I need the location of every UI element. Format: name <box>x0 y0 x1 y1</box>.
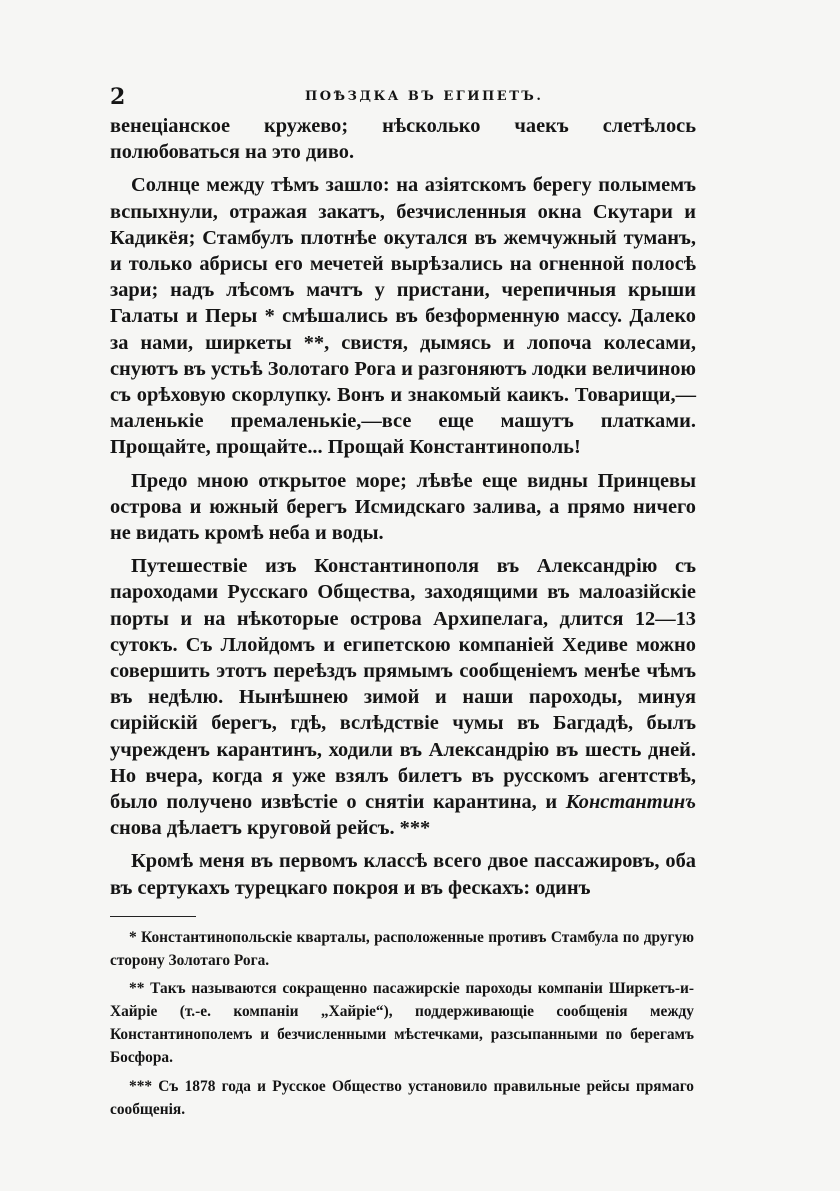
ship-name: Константинъ <box>565 791 696 814</box>
footnote: *** Съ 1878 года и Русское Общество установило правильные рейсы прямаго сообщенія. <box>110 1077 694 1118</box>
main-text <box>110 113 696 908</box>
footnote-divider <box>110 916 196 917</box>
paragraph: Солнце между тѣмъ зашло: на азіятскомъ берегу полымемъ вспыхнули, отражая закатъ, безчисленныя окна Скутари и Кадикёя; Стамбулъ плотнѣе окутался въ жемчужный туманъ, и только абрисы его мечетей вырѣзались на огненной полосѣ зари; надъ лѣсомъ мачтъ у пристани, черепичныя крыши Галаты и Перы * смѣшались въ безформенную массу. Далеко за нами, ширкеты **, свистя, дымясь и лопоча колесами, снуютъ въ устьѣ Золотаго Рога и разгоняютъ лодки величиною съ орѣховую скорлупку. Вонъ и знакомый каикъ. Товарищи,—маленькіе премаленькіе,—все еще машутъ платками. Прощайте, прощайте... Прощай Константинополь! <box>110 174 696 459</box>
footnote: * Константинопольскіе кварталы, расположенные противъ Стамбула по другую сторону Золотаго Рога. <box>110 929 694 970</box>
footnotes <box>110 926 694 1126</box>
footnote: ** Такъ называются сокращенно пасажирскіе пароходы компаніи Ширкетъ-и-Хайріе (т.-е. компаніи „Хайріе“), поддерживающіе сообщенія между Константинополемъ и безчисленными мѣстечками, разсыпанными по берегамъ Босфора. <box>110 980 694 1067</box>
page-header <box>110 84 696 110</box>
paragraph: Предо мною открытое море; лѣвѣе еще видны Принцевы острова и южный берегъ Исмидскаго залива, а прямо ничего не видать кромѣ неба и воды. <box>110 469 696 545</box>
paragraph-text: Путешествіе изъ Константинополя въ Александрію съ пароходами Русскаго Общества, заходящими въ малоазійскіе порты и на нѣкоторые острова Архипелага, длится 12—13 сутокъ. Съ Ллойдомъ и египетскою компаніей Хедиве можно совершить этотъ переѣздъ прямымъ сообщеніемъ менѣе чѣмъ въ недѣлю. Нынѣшнею зимой и наши пароходы, минуя сирійскій берегъ, гдѣ, вслѣдствіе чумы въ Багдадѣ, былъ учрежденъ карантинъ, ходили въ Александрію въ шесть дней. Но вчера, когда я уже взялъ билетъ въ русскомъ агентствѣ, было получено извѣстіе о снятіи карантина, и <box>110 555 696 814</box>
paragraph-text: снова дѣлаетъ круговой рейсъ. *** <box>110 817 431 840</box>
running-title: ПОѢЗДКА ВЪ ЕГИПЕТЪ. <box>305 89 544 104</box>
paragraph-journey <box>110 553 696 841</box>
paragraph-continuation: венеціанское кружево; нѣсколько чаекъ слетѣлось полюбоваться на это диво. <box>110 115 696 164</box>
paragraph: Кромѣ меня въ первомъ классѣ всего двое пассажировъ, оба въ сертукахъ турецкаго покроя и въ фескахъ: одинъ <box>110 850 696 899</box>
page-number: 2 <box>110 84 126 110</box>
